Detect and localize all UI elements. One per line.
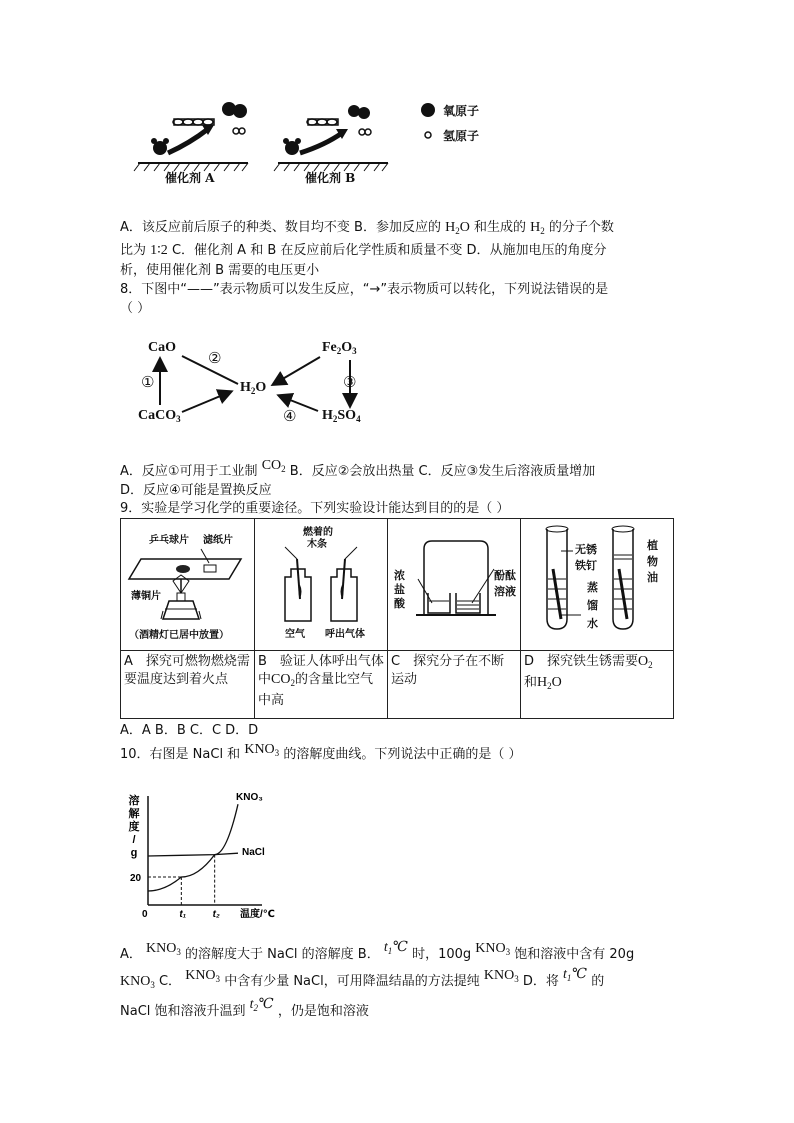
- q7-options-line2: 比为 1∶2 C．催化剂 A 和 B 在反应前后化学性质和质量不变 D．从施加电压的角度分: [120, 243, 607, 258]
- node-cao: CaO: [148, 340, 176, 355]
- catalyst-a-panel: [134, 102, 248, 171]
- q8-options-line1: A．反应①可用于工业制 $CO_2$ B．反应②会放出热量 C．反应③发生后溶液质量增加: [120, 458, 596, 479]
- node-caco3: CaCO$_3$: [138, 408, 181, 424]
- fig-cell-c: [388, 519, 521, 651]
- q7-options-line1: A．该反应前后原子的种类、数目均不变 B．参加反应的 $H_2O$ 和生成的 $H_2$ 的分子个数: [120, 220, 614, 236]
- x-tick-label: t₁: [179, 909, 187, 920]
- catalyst-a-label: 催化剂 A: [165, 171, 215, 185]
- hydrogen-atom-icon: [425, 132, 431, 138]
- label-hcl-1: 浓: [394, 569, 405, 582]
- legend-oxygen: 氧原子: [443, 104, 480, 118]
- fig-cell-d: [521, 519, 674, 651]
- label-n4: ④: [283, 407, 297, 425]
- y-axis-label-char: /: [132, 834, 136, 846]
- q8-stem: 8．下图中“——”表示物质可以发生反应，“→”表示物质可以转化，下列说法错误的是: [120, 282, 609, 297]
- caption-b: B 验证人体呼出气体中$CO_2$的含量比空气中高: [255, 651, 388, 719]
- label-hcl-2: 盐: [394, 583, 405, 596]
- label-filter-paper: 滤纸片: [203, 535, 233, 546]
- node-h2so4: $H_2SO_4$: [322, 408, 361, 424]
- label-oil-1: 植: [647, 539, 658, 552]
- series-line-1: [148, 853, 238, 856]
- series-label-1: NaCl: [242, 847, 265, 859]
- catalyst-b-label: 催化剂 B: [305, 171, 356, 185]
- label-n3: ③: [343, 373, 357, 391]
- caption-c: C 探究分子在不断运动: [388, 651, 521, 719]
- label-phenol-1: 酚酞: [494, 569, 516, 582]
- y-tick-label: 20: [130, 873, 142, 884]
- label-nail-1: 无锈: [575, 543, 597, 556]
- label-hcl-3: 酸: [394, 597, 405, 610]
- label-water-2: 馏: [587, 599, 598, 612]
- x-axis-label: 温度/℃: [240, 909, 275, 920]
- label-burning: 燃着的: [303, 527, 333, 538]
- y-axis-label-char: 溶: [128, 795, 140, 807]
- fig-cell-a: [121, 519, 255, 651]
- fig-cell-b: [255, 519, 388, 651]
- label-n1: ①: [141, 373, 155, 391]
- series-label-0: KNO₃: [236, 792, 263, 804]
- y-axis-label-char: g: [130, 847, 138, 859]
- label-exhaled: 呼出气体: [325, 629, 365, 640]
- oxygen-atom-icon: [421, 103, 435, 117]
- experiment-table: [120, 518, 674, 719]
- q8-paren: （ ）: [120, 301, 151, 316]
- label-stick: 木条: [307, 539, 327, 550]
- label-lamp-note: （酒精灯已居中放置）: [129, 630, 229, 641]
- label-n2: ②: [208, 349, 222, 367]
- label-oil-3: 油: [647, 571, 658, 584]
- label-water-1: 蒸: [587, 581, 598, 594]
- label-air: 空气: [285, 629, 305, 640]
- x-tick-label: t₂: [212, 909, 220, 920]
- q10-options-line2: $KNO_3$ C． $KNO_3$ 中含有少量 NaCl，可用降温结晶的方法提纯 $KNO_3$ D．将 $t_1℃$ 的: [120, 967, 605, 990]
- q9-stem: 9．实验是学习化学的重要途径。下列实验设计能达到目的的是（ ）: [120, 501, 510, 516]
- y-axis-label-char: 解: [128, 808, 140, 820]
- q10-stem: 10．右图是 NaCl 和 $KNO_3$ 的溶解度曲线。下列说法中正确的是（ ）: [120, 742, 522, 762]
- q10-options-line1: A． $KNO_3$ 的溶解度大于 NaCl 的溶解度 B． $t_1℃$ 时，100g $KNO_3$ 饱和溶液中含有 20g: [120, 940, 635, 962]
- legend-hydrogen: 氢原子: [443, 129, 480, 143]
- caption-a: A 探究可燃物燃烧需要温度达到着火点: [121, 651, 255, 719]
- label-nail-2: 铁钉: [575, 559, 597, 572]
- catalyst-b-panel: [274, 105, 388, 171]
- series-line-0: [148, 804, 238, 891]
- node-h2o: $H_2O$: [240, 380, 267, 396]
- caption-d: D 探究铁生锈需要$O_2$ 和$H_2O$: [521, 651, 674, 719]
- node-fe2o3: $Fe_2O_3$: [322, 340, 357, 356]
- q8-options-line2: D．反应④可能是置换反应: [120, 483, 272, 498]
- x-tick-label: 0: [142, 909, 148, 920]
- label-pingpong: 乒乓球片: [149, 535, 189, 546]
- q9-options: A．A B．B C．C D．D: [120, 723, 259, 738]
- label-copper: 薄铜片: [131, 591, 161, 602]
- q10-options-line3: NaCl 饱和溶液升温到 $t_2℃$ ，仍是饱和溶液: [120, 997, 369, 1019]
- label-phenol-2: 溶液: [494, 585, 516, 598]
- q7-options-line3: 析，使用催化剂 B 需要的电压更小: [120, 263, 320, 278]
- y-axis-label-char: 度: [128, 821, 140, 833]
- label-water-3: 水: [587, 617, 598, 630]
- label-oil-2: 物: [647, 555, 658, 568]
- solubility-chart: [120, 790, 280, 920]
